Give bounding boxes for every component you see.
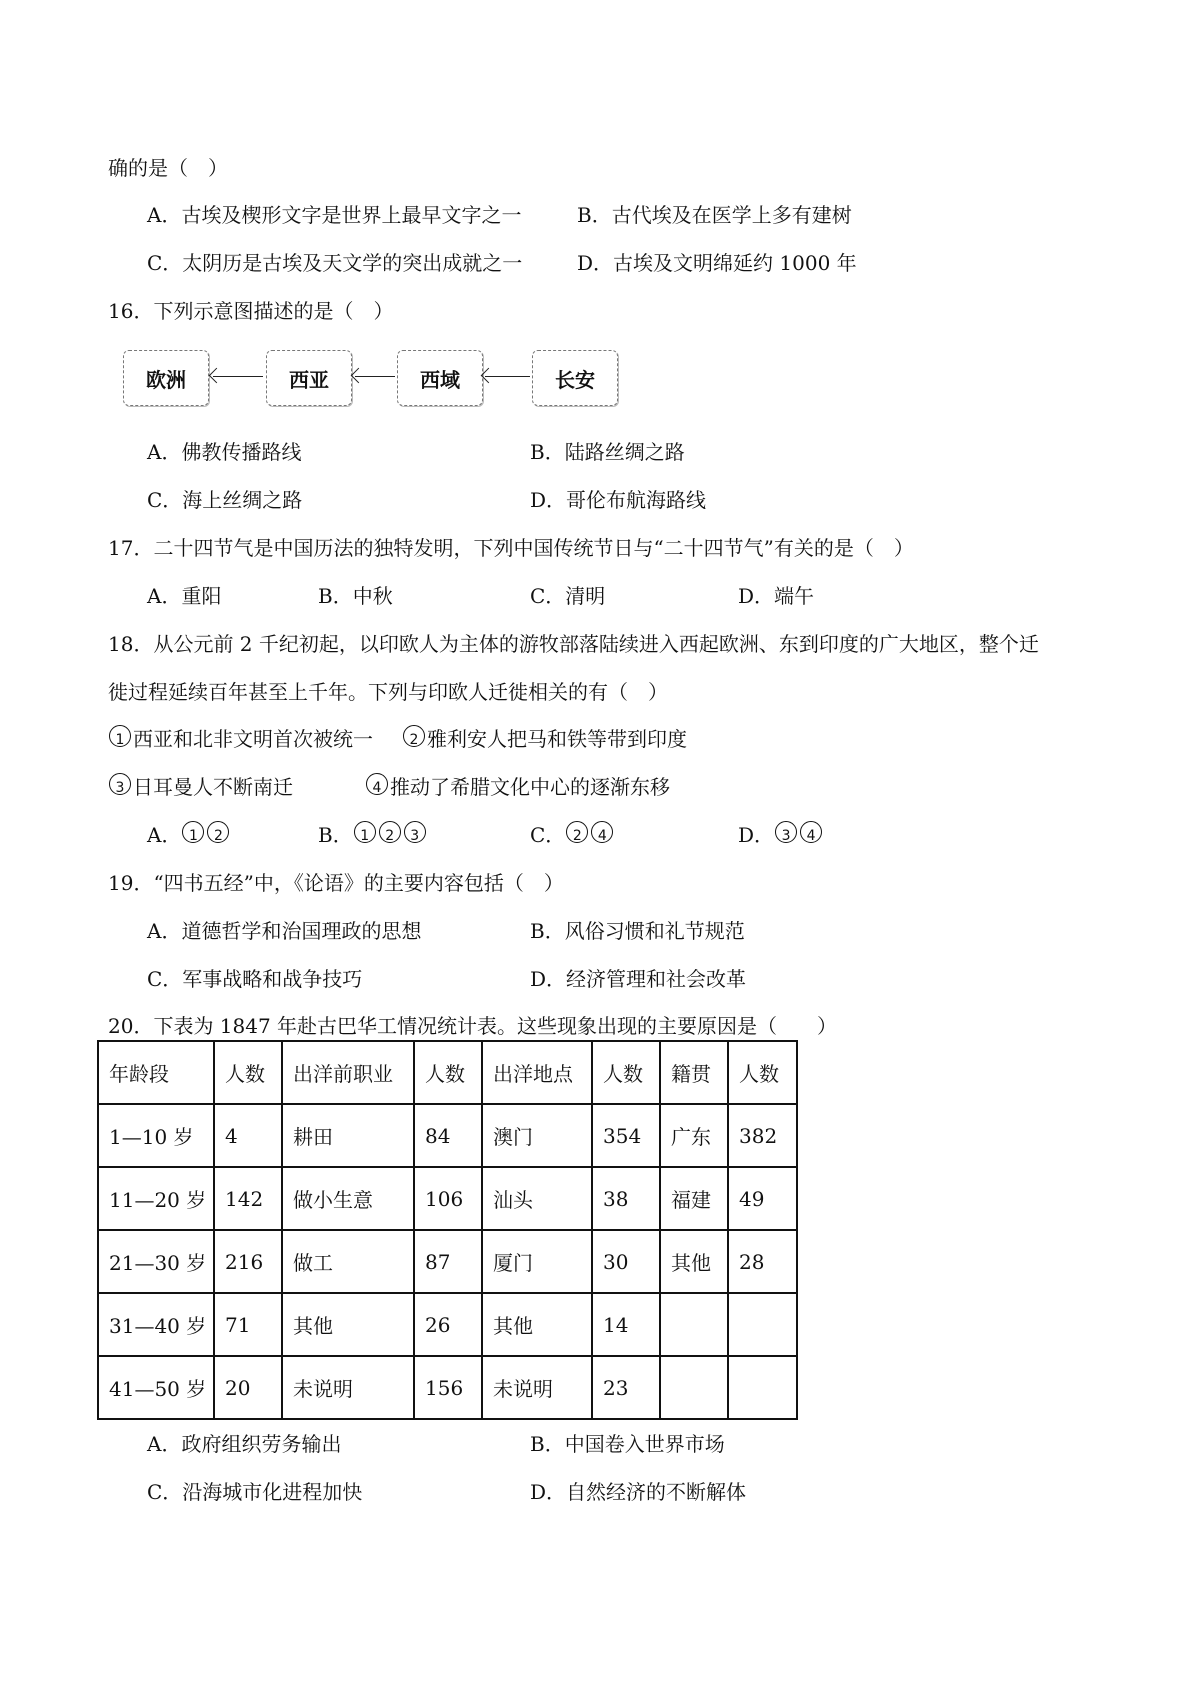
table-row (98, 1293, 797, 1356)
q19-options-row1 (0, 917, 1191, 945)
table-cell: 49 (728, 1167, 797, 1230)
q16-option-a[interactable]: A．佛教传播路线 (147, 440, 302, 464)
q15-option-a[interactable]: A．古埃及楔形文字是世界上最早文字之一 (147, 203, 522, 227)
q18-stem-line2: 徙过程延续百年甚至上千年。下列与印欧人迁徙相关的有（ ） (108, 680, 668, 704)
circled-number: 2 (379, 821, 401, 843)
q20-option-b[interactable]: B．中国卷入世界市场 (530, 1432, 725, 1456)
q16-stem: 16．下列示意图描述的是（ ） (108, 299, 394, 323)
q19-option-b[interactable]: B．风俗习惯和礼节规范 (530, 919, 745, 943)
q18-options (0, 821, 1191, 849)
table-header-row (98, 1041, 797, 1104)
q20-options-row1 (0, 1430, 1191, 1458)
table-cell: 38 (592, 1167, 660, 1230)
q15-option-c[interactable]: C．太阴历是古埃及天文学的突出成就之一 (147, 251, 523, 275)
circled-number: 1 (109, 725, 131, 747)
table-cell: 20 (214, 1356, 282, 1419)
q17-stem: 17．二十四节气是中国历法的独特发明，下列中国传统节日与“二十四节气”有关的是（ ） (108, 536, 914, 560)
circled-number: 3 (109, 773, 131, 795)
table-header-cell: 年龄段 (98, 1041, 214, 1104)
table-cell (660, 1293, 728, 1356)
q19-option-c[interactable]: C．军事战略和战争技巧 (147, 967, 363, 991)
circled-number: 3 (404, 821, 426, 843)
diagram-node-western-regions: 西域 (397, 350, 483, 406)
table-cell: 156 (414, 1356, 482, 1419)
q18-items-row2 (0, 773, 1191, 801)
table-cell: 21—30 岁 (98, 1230, 214, 1293)
table-row (98, 1230, 797, 1293)
table-cell: 28 (728, 1230, 797, 1293)
q18-item-text: 雅利安人把马和铁等带到印度 (427, 727, 687, 751)
option-letter: B． (318, 823, 353, 847)
q17-option-d[interactable]: D．端午 (738, 584, 815, 608)
table-cell: 84 (414, 1104, 482, 1167)
table-cell: 其他 (660, 1230, 728, 1293)
circled-number: 1 (182, 821, 204, 843)
q18-option-d[interactable] (738, 821, 824, 849)
table-header-cell: 人数 (728, 1041, 797, 1104)
table-row (98, 1356, 797, 1419)
q18-item-3 (108, 773, 293, 801)
arrow-left-icon (355, 376, 395, 377)
arrow-left-icon (485, 376, 530, 377)
circled-number: 3 (775, 821, 797, 843)
table-cell: 其他 (282, 1293, 414, 1356)
table-cell: 382 (728, 1104, 797, 1167)
table-cell: 做小生意 (282, 1167, 414, 1230)
q18-option-c[interactable] (530, 821, 615, 849)
table-cell: 14 (592, 1293, 660, 1356)
table-cell: 87 (414, 1230, 482, 1293)
q20-option-c[interactable]: C．沿海城市化进程加快 (147, 1480, 363, 1504)
q16-option-b[interactable]: B．陆路丝绸之路 (530, 440, 685, 464)
table-cell (728, 1356, 797, 1419)
table-cell: 354 (592, 1104, 660, 1167)
q19-option-d[interactable]: D．经济管理和社会改革 (530, 967, 747, 991)
q18-option-a[interactable] (147, 821, 231, 849)
table-cell: 澳门 (482, 1104, 592, 1167)
table-cell: 23 (592, 1356, 660, 1419)
q18-item-text: 西亚和北非文明首次被统一 (133, 727, 373, 751)
option-letter: C． (530, 823, 566, 847)
q18-items-row1 (0, 725, 1191, 753)
table-header-cell: 人数 (214, 1041, 282, 1104)
q19-option-a[interactable]: A．道德哲学和治国理政的思想 (147, 919, 422, 943)
q15-option-d[interactable]: D．古埃及文明绵延约 1000 年 (577, 251, 857, 275)
table-cell: 31—40 岁 (98, 1293, 214, 1356)
table-cell: 142 (214, 1167, 282, 1230)
q20-statistics-table (97, 1040, 798, 1420)
q15-option-b[interactable]: B．古代埃及在医学上多有建树 (577, 203, 852, 227)
table-cell: 做工 (282, 1230, 414, 1293)
table-header-cell: 出洋地点 (482, 1041, 592, 1104)
q15-options-row1 (0, 201, 1191, 229)
circled-number: 2 (566, 821, 588, 843)
q17-option-b[interactable]: B．中秋 (318, 584, 393, 608)
q20-option-d[interactable]: D．自然经济的不断解体 (530, 1480, 747, 1504)
option-letter: D． (738, 823, 775, 847)
q17-options (0, 582, 1191, 610)
table-cell: 30 (592, 1230, 660, 1293)
q20-option-a[interactable]: A．政府组织劳务输出 (147, 1432, 342, 1456)
q16-option-d[interactable]: D．哥伦布航海路线 (530, 488, 707, 512)
q18-stem-line1: 18．从公元前 2 千纪初起，以印欧人为主体的游牧部落陆续进入西起欧洲、东到印度的广大地区，整个迁 (108, 632, 1039, 656)
q16-options-row1 (0, 438, 1191, 466)
table-cell: 厦门 (482, 1230, 592, 1293)
circled-number: 4 (800, 821, 822, 843)
circled-number: 1 (354, 821, 376, 843)
q20-options-row2 (0, 1478, 1191, 1506)
table-header-cell: 人数 (592, 1041, 660, 1104)
q17-option-a[interactable]: A．重阳 (147, 584, 222, 608)
table-cell (660, 1356, 728, 1419)
q18-option-b[interactable] (318, 821, 428, 849)
diagram-node-west-asia: 西亚 (266, 350, 352, 406)
option-letter: A． (147, 823, 182, 847)
table-cell: 广东 (660, 1104, 728, 1167)
table-cell: 其他 (482, 1293, 592, 1356)
q16-options-row2 (0, 486, 1191, 514)
q18-item-1 (108, 725, 373, 753)
q19-stem: 19．“四书五经”中，《论语》的主要内容包括（ ） (108, 871, 564, 895)
table-cell: 41—50 岁 (98, 1356, 214, 1419)
table-cell: 216 (214, 1230, 282, 1293)
q15-options-row2 (0, 249, 1191, 277)
q20-stem: 20．下表为 1847 年赴古巴华工情况统计表。这些现象出现的主要原因是（ ） (108, 1014, 838, 1038)
arrow-left-icon (213, 376, 263, 377)
table-row (98, 1167, 797, 1230)
table-cell: 耕田 (282, 1104, 414, 1167)
table-cell (728, 1293, 797, 1356)
table-cell: 汕头 (482, 1167, 592, 1230)
q16-option-c[interactable]: C．海上丝绸之路 (147, 488, 303, 512)
diagram-node-europe: 欧洲 (123, 350, 209, 406)
q18-item-text: 日耳曼人不断南迁 (133, 775, 293, 799)
circled-number: 2 (207, 821, 229, 843)
circled-number: 2 (403, 725, 425, 747)
table-cell: 未说明 (282, 1356, 414, 1419)
circled-number: 4 (591, 821, 613, 843)
circled-number: 4 (366, 773, 388, 795)
diagram-node-changan: 长安 (532, 350, 618, 406)
q19-options-row2 (0, 965, 1191, 993)
table-row (98, 1104, 797, 1167)
q18-item-2 (402, 725, 687, 753)
table-cell: 71 (214, 1293, 282, 1356)
table-cell: 未说明 (482, 1356, 592, 1419)
table-cell: 106 (414, 1167, 482, 1230)
q18-item-4 (365, 773, 670, 801)
table-cell: 11—20 岁 (98, 1167, 214, 1230)
q15-stem-tail: 确的是（ ） (108, 156, 228, 180)
table-header-cell: 籍贯 (660, 1041, 728, 1104)
table-cell: 福建 (660, 1167, 728, 1230)
table-cell: 26 (414, 1293, 482, 1356)
table-header-cell: 出洋前职业 (282, 1041, 414, 1104)
table-header-cell: 人数 (414, 1041, 482, 1104)
table-cell: 1—10 岁 (98, 1104, 214, 1167)
q18-item-text: 推动了希腊文化中心的逐渐东移 (390, 775, 670, 799)
q17-option-c[interactable]: C．清明 (530, 584, 606, 608)
table-cell: 4 (214, 1104, 282, 1167)
